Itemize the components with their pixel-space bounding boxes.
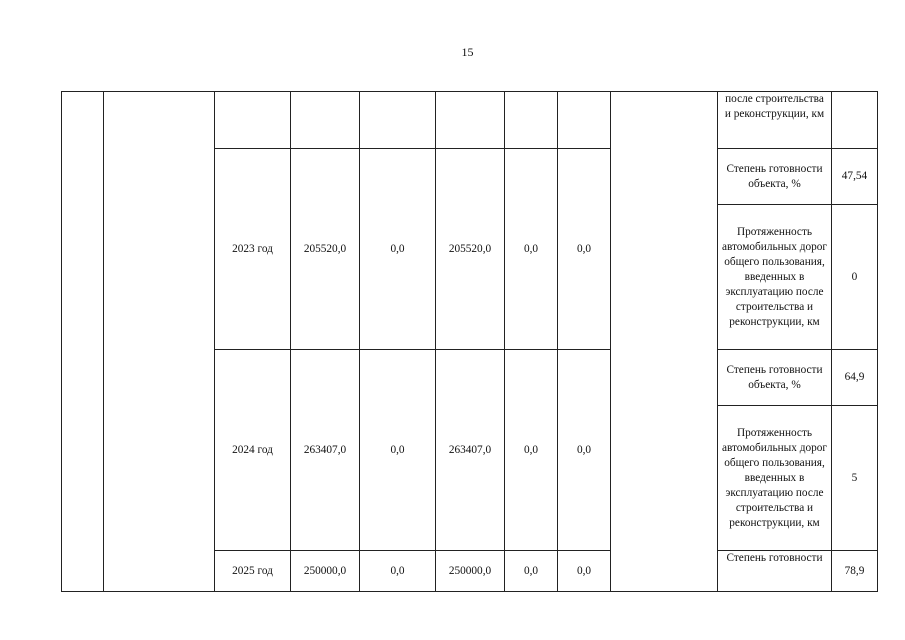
federal-budget-cell: 0,0 [360, 551, 436, 592]
extra-budget-cell: 0,0 [558, 350, 611, 551]
local-budget-cell: 0,0 [505, 149, 558, 350]
indicator-label: после строительства и реконструкции, км [718, 92, 832, 149]
regional-budget-cell: 250000,0 [436, 551, 505, 592]
indicator-label: Протяженность автомобильных дорог общего пользования, введенных в эксплуатацию после строительства и реконструкции, км [718, 406, 832, 551]
page-number: 15 [461, 45, 474, 59]
indicator-value [832, 92, 878, 149]
total-cell: 263407,0 [291, 350, 360, 551]
regional-budget-cell: 263407,0 [436, 350, 505, 551]
extra-budget-cell: 0,0 [558, 149, 611, 350]
indicator-value: 5 [832, 406, 878, 551]
empty-cell [436, 92, 505, 149]
federal-budget-cell: 0,0 [360, 149, 436, 350]
empty-cell [360, 92, 436, 149]
program-financing-table [61, 91, 878, 592]
indicator-label: Протяженность автомобильных дорог общего пользования, введенных в эксплуатацию после строительства и реконструкции, км [718, 205, 832, 350]
executor-cell [611, 92, 718, 592]
indicator-value: 0 [832, 205, 878, 350]
indicator-value: 64,9 [832, 350, 878, 406]
number-cell [62, 92, 104, 592]
federal-budget-cell: 0,0 [360, 350, 436, 551]
year-cell: 2024 год [215, 350, 291, 551]
local-budget-cell: 0,0 [505, 551, 558, 592]
event-name-cell [104, 92, 215, 592]
indicator-value: 78,9 [832, 551, 878, 592]
empty-cell [215, 92, 291, 149]
indicator-label: Степень готовности [718, 551, 832, 592]
indicator-label: Степень готовности объекта, % [718, 350, 832, 406]
indicator-value: 47,54 [832, 149, 878, 205]
total-cell: 250000,0 [291, 551, 360, 592]
empty-cell [505, 92, 558, 149]
total-cell: 205520,0 [291, 149, 360, 350]
year-cell: 2025 год [215, 551, 291, 592]
year-cell: 2023 год [215, 149, 291, 350]
extra-budget-cell: 0,0 [558, 551, 611, 592]
indicator-label: Степень готовности объекта, % [718, 149, 832, 205]
regional-budget-cell: 205520,0 [436, 149, 505, 350]
local-budget-cell: 0,0 [505, 350, 558, 551]
empty-cell [558, 92, 611, 149]
empty-cell [291, 92, 360, 149]
